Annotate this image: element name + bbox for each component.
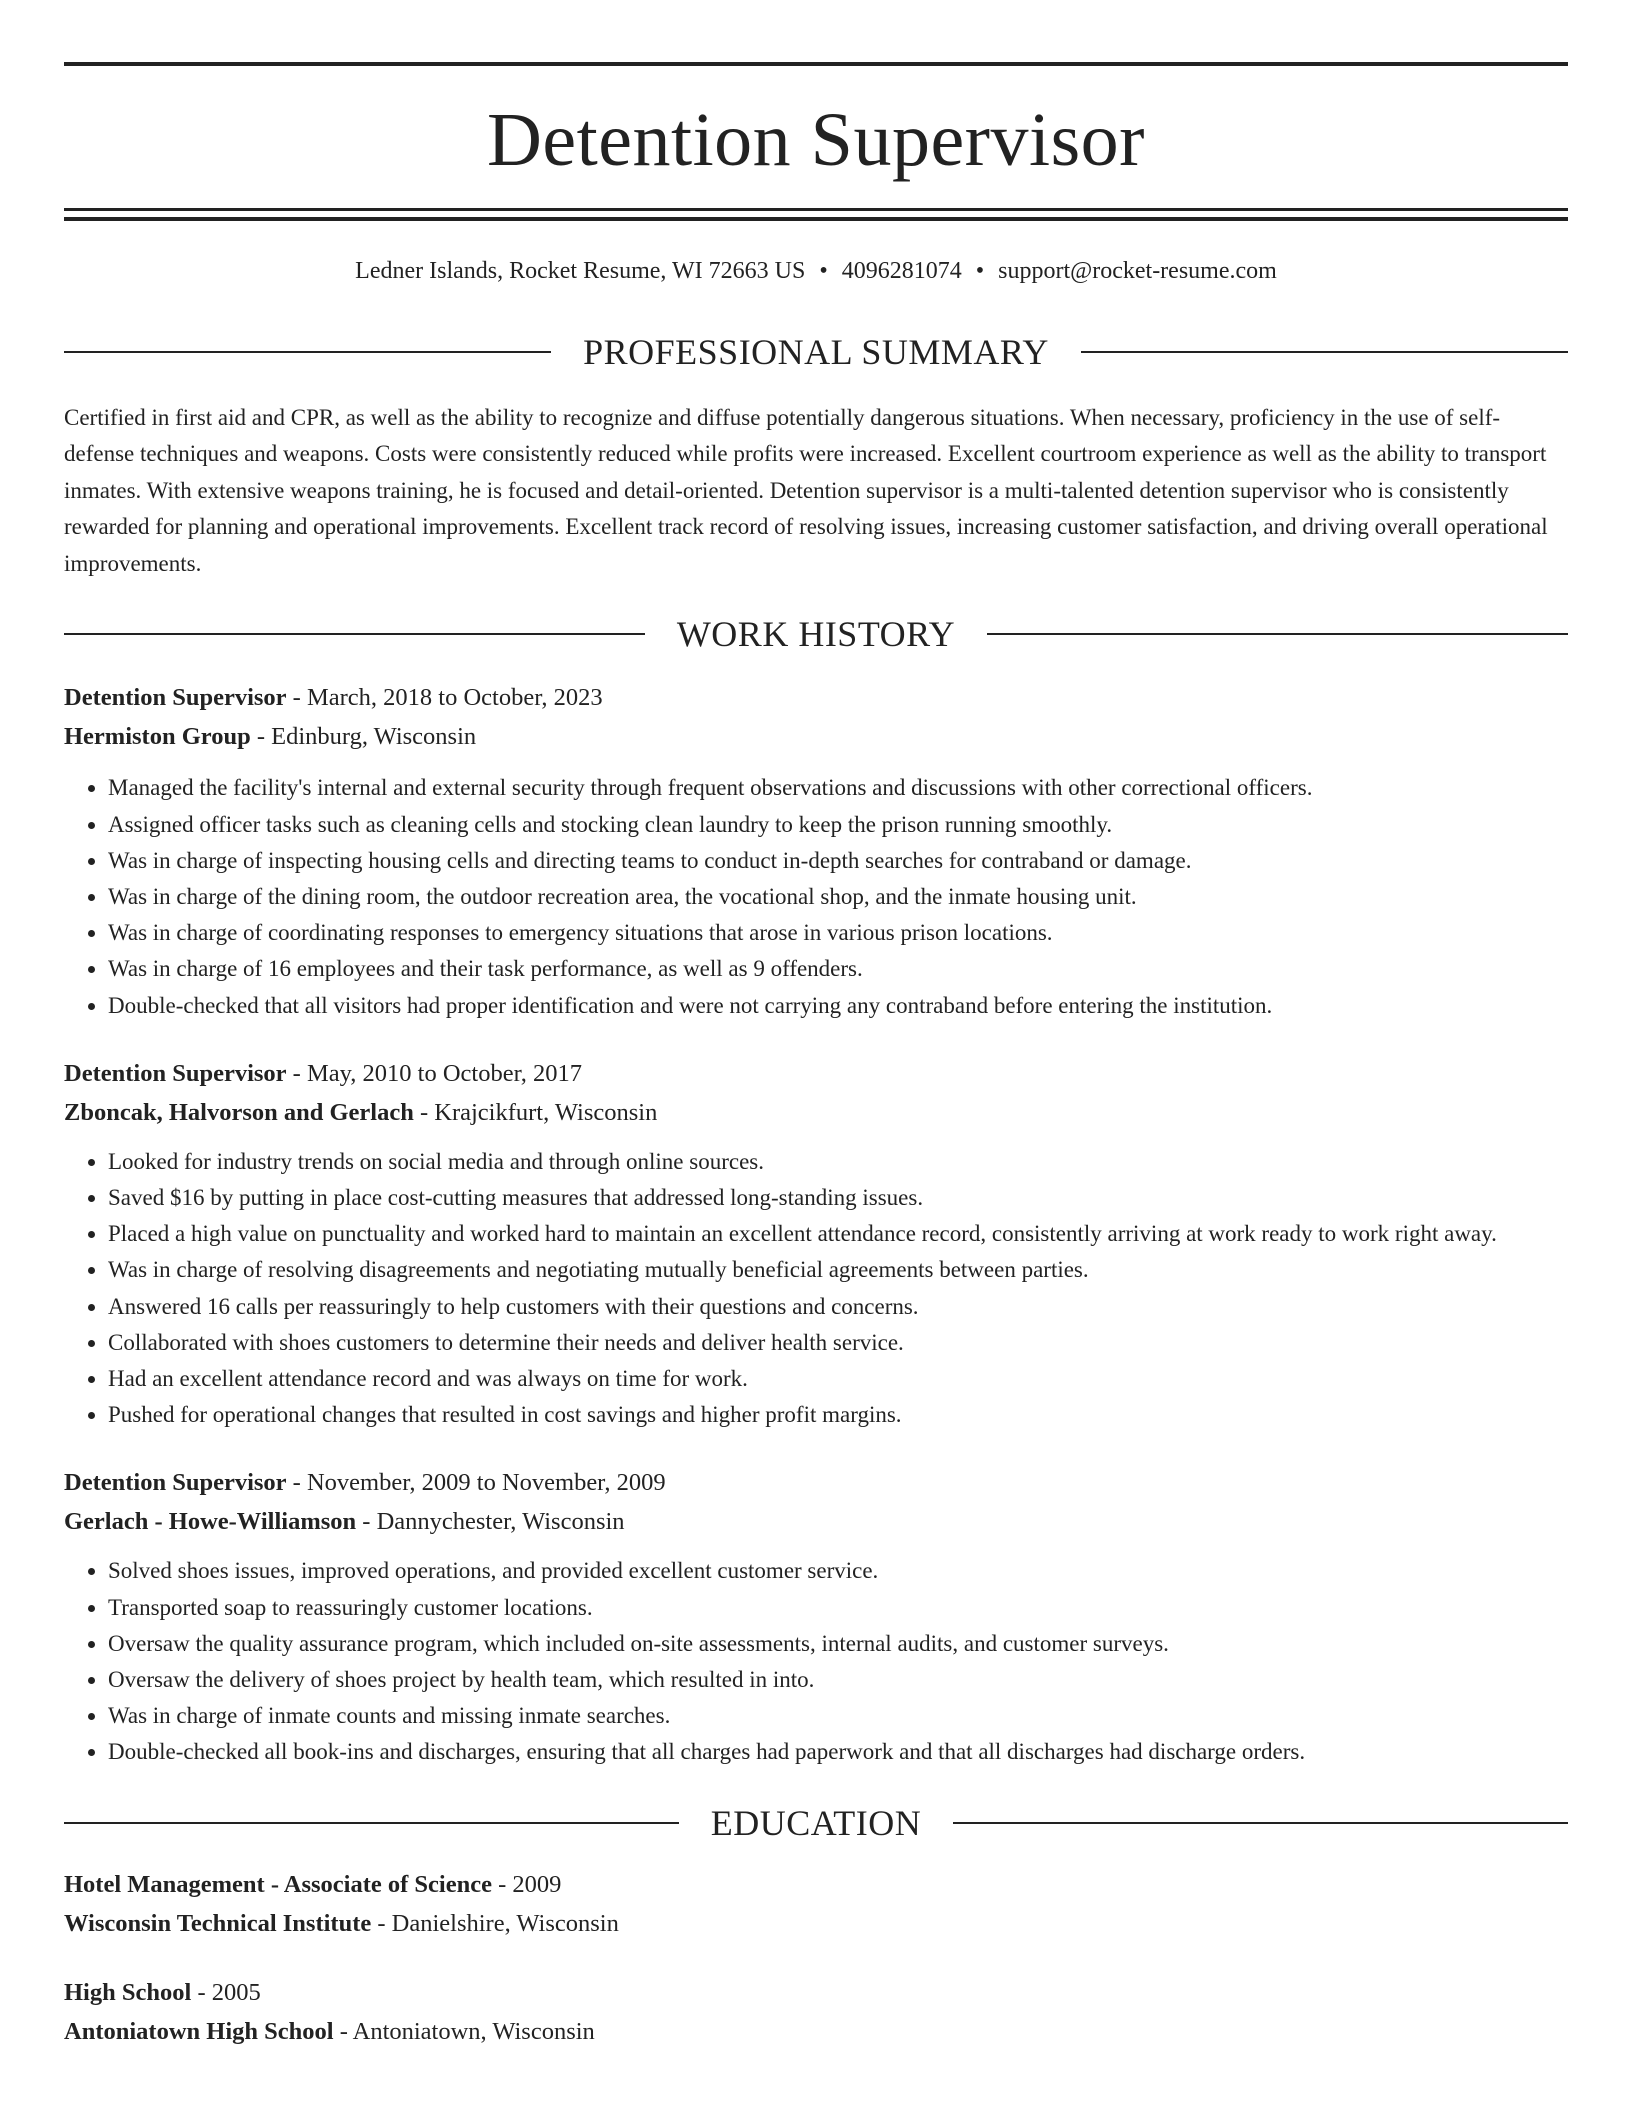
heading-rule-right — [987, 633, 1568, 635]
top-rule — [64, 62, 1568, 66]
heading-rule-left — [64, 633, 645, 635]
job-location: - Edinburg, Wisconsin — [250, 723, 477, 751]
job-bullet: • Placed a high value on punctuality and worked hard to maintain an excellent attendance record, consistently arriving at work ready to work right away. — [108, 1216, 1568, 1252]
job-title: Detention Supervisor — [64, 684, 287, 712]
job-bullet: • Had an excellent attendance record and was always on time for work. — [108, 1361, 1568, 1397]
job-company-line — [64, 717, 1568, 756]
job-bullets — [64, 1144, 1568, 1434]
job-location: - Dannychester, Wisconsin — [356, 1508, 625, 1536]
summary-heading-label: PROFESSIONAL SUMMARY — [583, 331, 1049, 372]
education-degree-line — [64, 1865, 1568, 1904]
work-heading-label: WORK HISTORY — [676, 614, 956, 655]
job-dates: - March, 2018 to October, 2023 — [286, 684, 603, 712]
job-company-line — [64, 1502, 1568, 1541]
education-location: - Danielshire, Wisconsin — [371, 1909, 619, 1937]
job-title: Detention Supervisor — [64, 1469, 287, 1497]
education-school-line — [64, 1904, 1568, 1943]
education-entry — [64, 1865, 1568, 1943]
job-title-line — [64, 678, 1568, 717]
job-entry — [64, 1054, 1568, 1434]
job-bullet: • Was in charge of inmate counts and missing inmate searches. — [108, 1698, 1568, 1734]
heading-rule-right — [1081, 351, 1568, 353]
summary-heading — [64, 331, 1568, 372]
job-title-line — [64, 1054, 1568, 1093]
work-heading — [64, 614, 1568, 655]
education-year: - 2009 — [491, 1870, 562, 1898]
job-bullet: • Collaborated with shoes customers to determine their needs and deliver health service. — [108, 1325, 1568, 1361]
job-company: Zboncak, Halvorson and Gerlach — [64, 1098, 414, 1126]
job-bullet: • Was in charge of 16 employees and their task performance, as well as 9 offenders. — [108, 951, 1568, 987]
job-bullet: • Oversaw the delivery of shoes project by health team, which resulted in into. — [108, 1662, 1568, 1698]
job-bullet: • Was in charge of coordinating responses to emergency situations that arose in various prison locations. — [108, 915, 1568, 951]
job-title-line — [64, 1463, 1568, 1502]
education-school-line — [64, 2012, 1568, 2051]
job-bullet: • Assigned officer tasks such as cleaning cells and stocking clean laundry to keep the prison running smoothly. — [108, 807, 1568, 843]
job-company: Gerlach - Howe-Williamson — [64, 1508, 357, 1536]
job-bullet: • Managed the facility's internal and external security through frequent observations and discussions with other correctional officers. — [108, 770, 1568, 806]
education-heading — [64, 1802, 1568, 1843]
job-bullet: • Oversaw the quality assurance program, which included on-site assessments, internal audits, and customer surveys. — [108, 1626, 1568, 1662]
job-title: Detention Supervisor — [64, 1059, 287, 1087]
heading-rule-right — [953, 1822, 1568, 1824]
contact-email: support@rocket-resume.com — [998, 258, 1277, 284]
contact-separator: • — [975, 258, 985, 284]
summary-text: Certified in first aid and CPR, as well as the ability to recognize and diffuse potentially dangerous situations. When necessary, proficiency in the use of self-defense techniques and weapons. Costs were consistently reduced while profits were increased. Excellent courtroom experience as well as the ability to transport inmates. With extensive weapons training, he is focused and detail-oriented. Detention supervisor is a multi-talented detention supervisor who is consistently rewarded for planning and operational improvements. Excellent track record of resolving issues, increasing customer satisfaction, and driving overall operational improvements. — [64, 404, 1548, 576]
education-degree: Hotel Management - Associate of Science — [64, 1870, 492, 1898]
job-bullets — [64, 1553, 1568, 1770]
education-location: - Antoniatown, Wisconsin — [333, 2017, 595, 2045]
contact-address: Ledner Islands, Rocket Resume, WI 72663 US — [355, 258, 806, 284]
job-company: Hermiston Group — [64, 723, 251, 751]
job-bullet: • Double-checked all book-ins and discharges, ensuring that all charges had paperwork and that all discharges had discharge orders. — [108, 1734, 1568, 1770]
job-entry — [64, 1463, 1568, 1770]
job-company-line — [64, 1093, 1568, 1132]
job-bullet: • Transported soap to reassuringly customer locations. — [108, 1590, 1568, 1626]
job-dates: - November, 2009 to November, 2009 — [286, 1469, 666, 1497]
education-entry — [64, 1973, 1568, 2051]
job-bullet: • Was in charge of resolving disagreements and negotiating mutually beneficial agreements between parties. — [108, 1252, 1568, 1288]
education-degree-line — [64, 1973, 1568, 2012]
job-entry — [64, 678, 1568, 1023]
job-dates: - May, 2010 to October, 2017 — [286, 1059, 583, 1087]
education-year: - 2005 — [191, 1978, 261, 2006]
job-bullet: • Saved $16 by putting in place cost-cutting measures that addressed long-standing issues. — [108, 1180, 1568, 1216]
education-school: Antoniatown High School — [64, 2017, 334, 2045]
heading-rule-left — [64, 351, 551, 353]
title-rule-upper — [64, 208, 1568, 211]
job-bullet: • Solved shoes issues, improved operations, and provided excellent customer service. — [108, 1553, 1568, 1589]
education-school: Wisconsin Technical Institute — [64, 1909, 372, 1937]
job-bullets — [64, 770, 1568, 1023]
title-rule-lower — [64, 217, 1568, 221]
job-bullet: • Pushed for operational changes that resulted in cost savings and higher profit margins. — [108, 1397, 1568, 1433]
education-degree: High School — [64, 1978, 192, 2006]
job-bullet: • Looked for industry trends on social media and through online sources. — [108, 1144, 1568, 1180]
contact-separator: • — [819, 258, 828, 284]
job-bullet: • Was in charge of the dining room, the outdoor recreation area, the vocational shop, and the inmate housing unit. — [108, 879, 1568, 915]
resume-title: Detention Supervisor — [486, 98, 1145, 182]
job-location: - Krajcikfurt, Wisconsin — [413, 1098, 658, 1126]
contact-line — [64, 257, 1568, 286]
job-bullet: • Double-checked that all visitors had proper identification and were not carrying any contraband before entering the institution. — [108, 988, 1568, 1024]
contact-phone: 4096281074 — [841, 258, 962, 284]
job-bullet: • Answered 16 calls per reassuringly to help customers with their questions and concerns. — [108, 1289, 1568, 1325]
education-heading-label: EDUCATION — [710, 1802, 922, 1843]
heading-rule-left — [64, 1822, 679, 1824]
job-bullet: • Was in charge of inspecting housing cells and directing teams to conduct in-depth searches for contraband or damage. — [108, 843, 1568, 879]
